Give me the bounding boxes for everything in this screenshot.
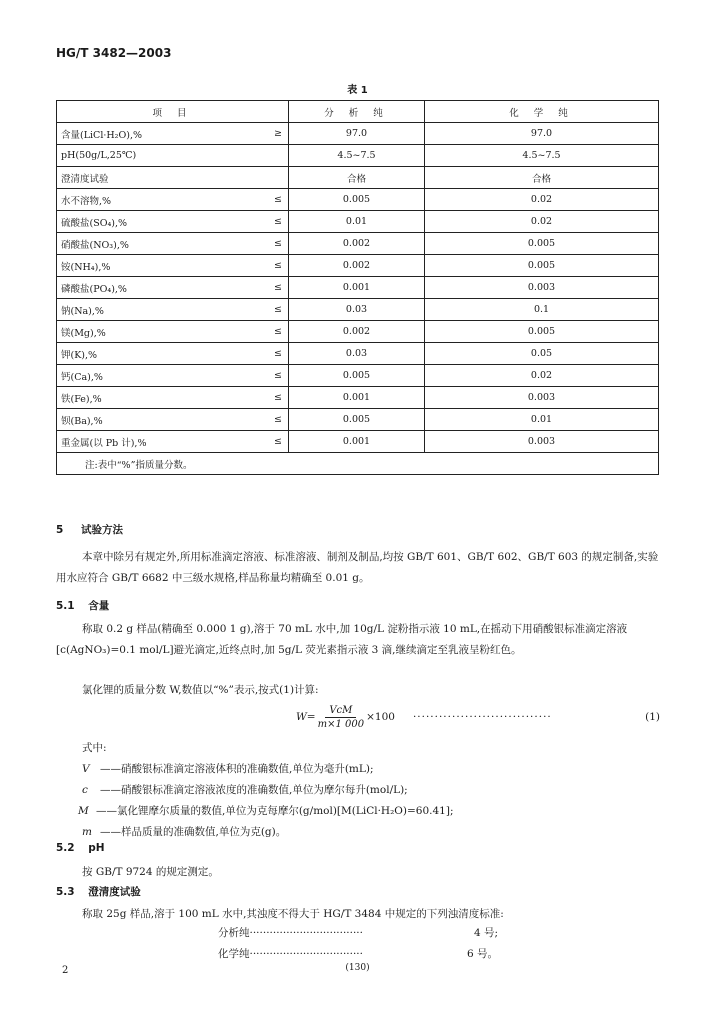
grade-value: 6 号。 (466, 948, 498, 960)
variable-item (82, 759, 672, 780)
table-row (57, 233, 659, 255)
section-5-intro: 本章中除另有规定外,所用标准滴定溶液、标准溶液、制剂及制品,均按 GB/T 601、GB/T 602、GB/T 603 的规定制备,实验用水应符合 GB/T 6682 中三级水规格,样品称量均精确至 0.01 g。 (56, 551, 659, 584)
table-row (57, 343, 659, 365)
analytical-grade-cell: 0.005 (289, 365, 425, 387)
limit-operator-cell: ≤ (253, 431, 289, 453)
formula-tail: ×100 (366, 711, 395, 723)
section-5-1-heading (56, 598, 109, 613)
variable-symbol: c (82, 784, 88, 796)
section-5-2-paragraph: 按 GB/T 9724 的规定测定。 (82, 866, 219, 878)
grade-leader: ·································· (249, 927, 363, 939)
item-name-cell: 钠(Na),% (57, 299, 253, 321)
item-name-cell: 澄清度试验 (57, 167, 289, 189)
item-name-cell: 钙(Ca),% (57, 365, 253, 387)
item-name-cell: 钾(K),% (57, 343, 253, 365)
limit-operator-cell: ≥ (253, 123, 289, 145)
analytical-grade-cell: 合格 (289, 167, 425, 189)
spec-table (56, 100, 659, 475)
analytical-grade-cell: 4.5~7.5 (289, 145, 425, 167)
table-row (57, 387, 659, 409)
item-name-cell: 硫酸盐(SO₄),% (57, 211, 253, 233)
variable-item (78, 801, 672, 822)
limit-operator-cell: ≤ (253, 343, 289, 365)
table-header-row (57, 101, 659, 123)
chemical-grade-cell: 合格 (425, 167, 659, 189)
chemical-grade-cell: 0.02 (425, 365, 659, 387)
variable-list (78, 759, 672, 843)
limit-operator-cell: ≤ (253, 255, 289, 277)
table-row (57, 299, 659, 321)
chemical-grade-cell: 0.01 (425, 409, 659, 431)
grade-item (218, 923, 498, 944)
section-5-number: 5 (56, 524, 64, 536)
chemical-grade-cell: 0.003 (425, 387, 659, 409)
formula-leader: ································ (412, 711, 552, 723)
analytical-grade-cell: 0.01 (289, 211, 425, 233)
standard-number: HG/T 3482—2003 (56, 46, 172, 60)
grade-item (218, 944, 498, 965)
variable-item (82, 822, 672, 843)
section-5-3-number: 5.3 (56, 886, 75, 898)
analytical-grade-cell: 0.002 (289, 321, 425, 343)
limit-operator-cell: ≤ (253, 233, 289, 255)
item-name-cell: 镁(Mg),% (57, 321, 253, 343)
variable-symbol: m (82, 826, 92, 838)
section-5-3-title: 澄清度试验 (88, 886, 141, 898)
table-row (57, 277, 659, 299)
chemical-grade-cell: 0.003 (425, 431, 659, 453)
analytical-grade-cell: 0.001 (289, 387, 425, 409)
chemical-grade-cell: 0.1 (425, 299, 659, 321)
limit-operator-cell: ≤ (253, 211, 289, 233)
item-name-cell: 铁(Fe),% (57, 387, 253, 409)
grade-value: 4 号; (473, 927, 498, 939)
table-row (57, 189, 659, 211)
chemical-grade-cell: 0.003 (425, 277, 659, 299)
item-name-cell: 磷酸盐(PO₄),% (57, 277, 253, 299)
analytical-grade-cell: 0.001 (289, 277, 425, 299)
analytical-grade-cell: 0.005 (289, 409, 425, 431)
table-row (57, 167, 659, 189)
section-5-2-heading (56, 842, 105, 854)
table-caption: 表 1 (347, 85, 368, 96)
page-number: 2 (62, 965, 69, 976)
section-5-3-paragraph: 称取 25g 样品,溶于 100 mL 水中,其浊度不得大于 HG/T 3484 中规定的下列浊清度标准: (82, 908, 504, 920)
analytical-grade-cell: 0.001 (289, 431, 425, 453)
grade-name: 化学纯 (218, 948, 250, 960)
chemical-grade-cell: 97.0 (425, 123, 659, 145)
analytical-grade-cell: 0.03 (289, 299, 425, 321)
item-name-cell: 钡(Ba),% (57, 409, 253, 431)
formula-1 (296, 702, 660, 732)
table-note: 注:表中“%”指质量分数。 (57, 453, 659, 475)
table-row (57, 321, 659, 343)
section-5-1-number: 5.1 (56, 600, 75, 612)
formula-lhs: W= (296, 711, 316, 723)
calc-intro: 氯化锂的质量分数 W,数值以“%”表示,按式(1)计算: (82, 684, 319, 696)
analytical-grade-cell: 0.002 (289, 255, 425, 277)
limit-operator-cell: ≤ (253, 277, 289, 299)
limit-operator-cell: ≤ (253, 365, 289, 387)
column-header-item: 项 目 (57, 101, 289, 123)
table-row (57, 211, 659, 233)
variable-description: ——氯化锂摩尔质量的数值,单位为克每摩尔(g/mol)[M(LiCl·H₂O)=60.41]; (96, 805, 454, 817)
chemical-grade-cell: 0.005 (425, 233, 659, 255)
variable-description: ——硝酸银标准滴定溶液体积的准确数值,单位为毫升(mL); (100, 763, 374, 775)
section-5-1-title: 含量 (88, 600, 110, 612)
limit-operator-cell: ≤ (253, 409, 289, 431)
limit-operator-cell: ≤ (253, 189, 289, 211)
table-row (57, 145, 659, 167)
chemical-grade-cell: 0.005 (425, 255, 659, 277)
item-name-cell: 重金属(以 Pb 计),% (57, 431, 253, 453)
sheet-number: (130) (345, 963, 370, 973)
where-label: 式中: (82, 742, 107, 754)
chemical-grade-cell: 0.05 (425, 343, 659, 365)
table-row (57, 431, 659, 453)
table-row (57, 123, 659, 145)
formula-numerator: VcM (325, 704, 356, 718)
formula-number: (1) (645, 711, 660, 723)
variable-item (82, 780, 672, 801)
column-header-chemical: 化 学 纯 (425, 101, 659, 123)
formula-fraction (316, 704, 367, 731)
formula-denominator: m×1 000 (317, 718, 365, 730)
section-5-1-paragraph: 称取 0.2 g 样品(精确至 0.000 1 g),溶于 70 mL 水中,加 10g/L 淀粉指示液 10 mL,在摇动下用硝酸银标准滴定溶液[c(AgNO₃)=0.1 mol/L]避光滴定,近终点时,加 5g/L 荧光素指示液 3 滴,继续滴定至乳液呈粉红色。 (56, 623, 628, 656)
table-row (57, 255, 659, 277)
section-5-heading (56, 522, 123, 537)
limit-operator-cell: ≤ (253, 299, 289, 321)
section-5-2-title: pH (88, 842, 105, 854)
variable-symbol: M (78, 805, 89, 817)
section-5-title: 试验方法 (80, 524, 123, 536)
table-row (57, 409, 659, 431)
variable-symbol: V (82, 763, 90, 775)
grade-list (218, 923, 498, 965)
analytical-grade-cell: 97.0 (289, 123, 425, 145)
analytical-grade-cell: 0.03 (289, 343, 425, 365)
limit-operator-cell: ≤ (253, 387, 289, 409)
limit-operator-cell: ≤ (253, 321, 289, 343)
table-row (57, 365, 659, 387)
item-name-cell: 硝酸盐(NO₃),% (57, 233, 253, 255)
item-name-cell: 铵(NH₄),% (57, 255, 253, 277)
column-header-analytical: 分 析 纯 (289, 101, 425, 123)
grade-name: 分析纯 (218, 927, 250, 939)
analytical-grade-cell: 0.005 (289, 189, 425, 211)
item-name-cell: 含量(LiCl·H₂O),% (57, 123, 253, 145)
chemical-grade-cell: 0.02 (425, 189, 659, 211)
chemical-grade-cell: 0.02 (425, 211, 659, 233)
chemical-grade-cell: 0.005 (425, 321, 659, 343)
variable-description: ——硝酸银标准滴定溶液浓度的准确数值,单位为摩尔每升(mol/L); (100, 784, 408, 796)
item-name-cell: 水不溶物,% (57, 189, 253, 211)
table-note-row (57, 453, 659, 475)
chemical-grade-cell: 4.5~7.5 (425, 145, 659, 167)
table-body (57, 123, 659, 453)
grade-leader: ·································· (249, 948, 363, 960)
variable-description: ——样品质量的准确数值,单位为克(g)。 (100, 826, 287, 838)
analytical-grade-cell: 0.002 (289, 233, 425, 255)
section-5-2-number: 5.2 (56, 842, 75, 854)
item-name-cell: pH(50g/L,25℃) (57, 145, 289, 167)
section-5-3-heading (56, 884, 141, 899)
